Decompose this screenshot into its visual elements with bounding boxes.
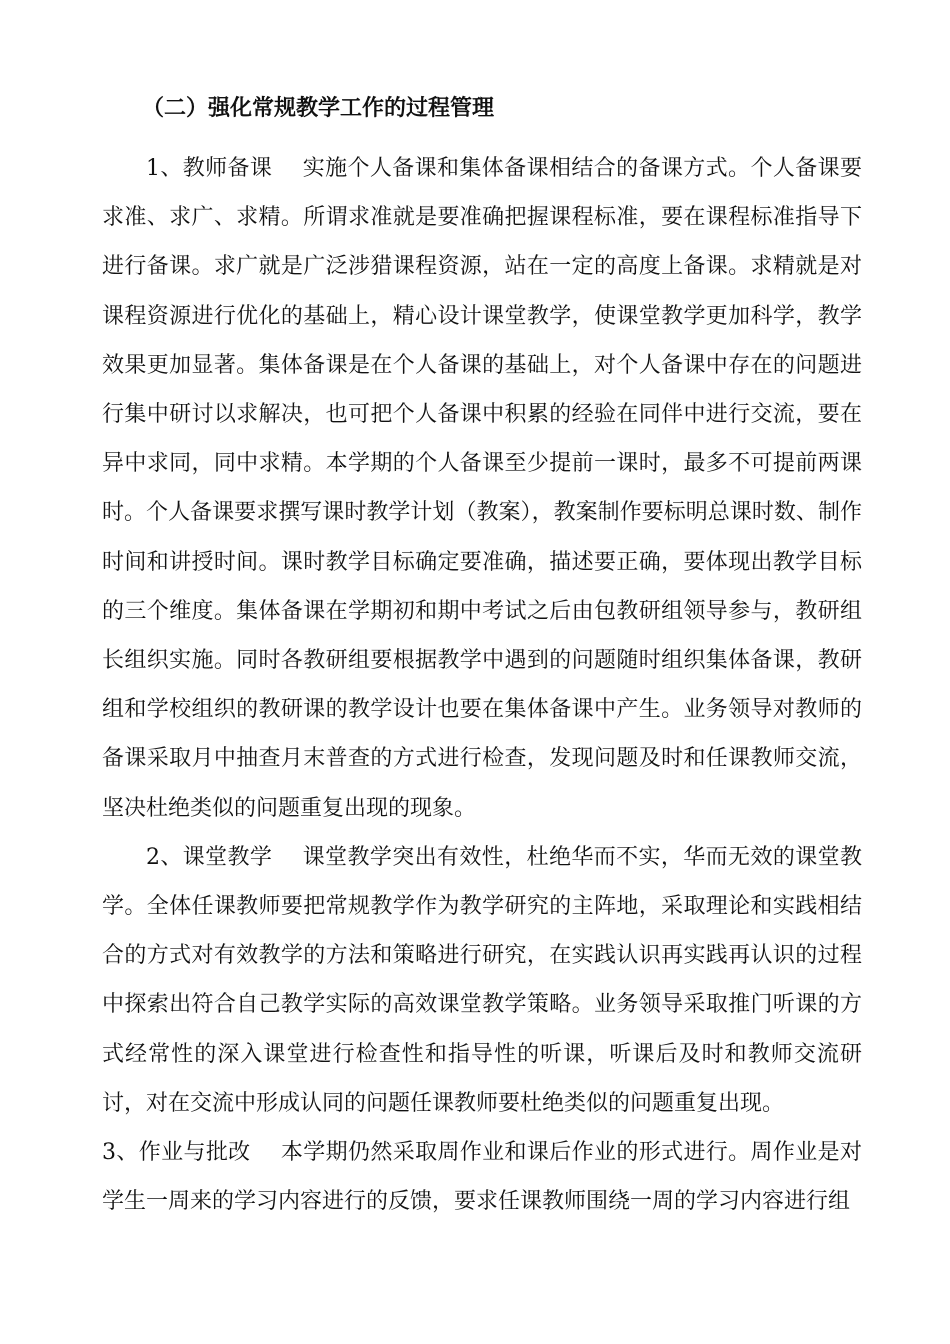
paragraph-text: 实施个人备课和集体备课相结合的备课方式。个人备课要求准、求广、求精。所谓求准就是要准确把握课程标准，要在课程标准指导下进行备课。求广就是广泛涉猎课程资源，站在一定的高度上备课。求精就是对课程资源进行优化的基础上，精心设计课堂教学，使课堂教学更加科学，教学效果更加显著。集体备课是在个人备课的基础上，对个人备课中存在的问题进行集中研讨以求解决，也可把个人备课中积累的经验在同伴中进行交流，要在异中求同，同中求精。本学期的个人备课至少提前一课时，最多不可提前两课时。个人备课要求撰写课时教学计划（教案），教案制作要标明总课时数、制作时间和讲授时间。课时教学目标确定要准确，描述要正确，要体现出教学目标的三个维度。集体备课在学期初和期中考试之后由包教研组领导参与，教研组长组织实施。同时各教研组要根据教学中遇到的问题随时组织集体备课，教研组和学校组织的教研课的教学设计也要在集体备课中产生。业务领导对教师的备课采取月中抽查月末普查的方式进行检查，发现问题及时和任课教师交流，坚决杜绝类似的问题重复出现的现象。 [102,156,862,821]
paragraph-text: 本学期仍然采取周作业和课后作业的形式进行。周作业是对学生一周来的学习内容进行的反馈，要求任课教师围绕一周的学习内容进行组 [102,1140,862,1215]
paragraph-text: 课堂教学突出有效性，杜绝华而不实，华而无效的课堂教学。全体任课教师要把常规教学作为教学研究的主阵地，采取理论和实践相结合的方式对有效教学的方法和策略进行研究，在实践认识再实践再认识的过程中探索出符合自己教学实际的高效课堂教学策略。业务领导采取推门听课的方式经常性的深入课堂进行检查性和指导性的听课，听课后及时和教师交流研讨，对在交流中形成认同的问题任课教师要杜绝类似的问题重复出现。 [102,844,862,1116]
section-title: （二）强化常规教学工作的过程管理 [142,95,495,121]
document-body [102,92,862,1226]
paragraph-classroom-teaching [102,833,862,1128]
paragraph-lead: 2、课堂教学 [146,844,273,870]
paragraph-lead: 3、作业与批改 [102,1140,251,1166]
paragraph-lead: 1、教师备课 [146,156,273,181]
paragraph-lesson-preparation [102,144,862,833]
paragraph-homework-correction [102,1128,862,1226]
